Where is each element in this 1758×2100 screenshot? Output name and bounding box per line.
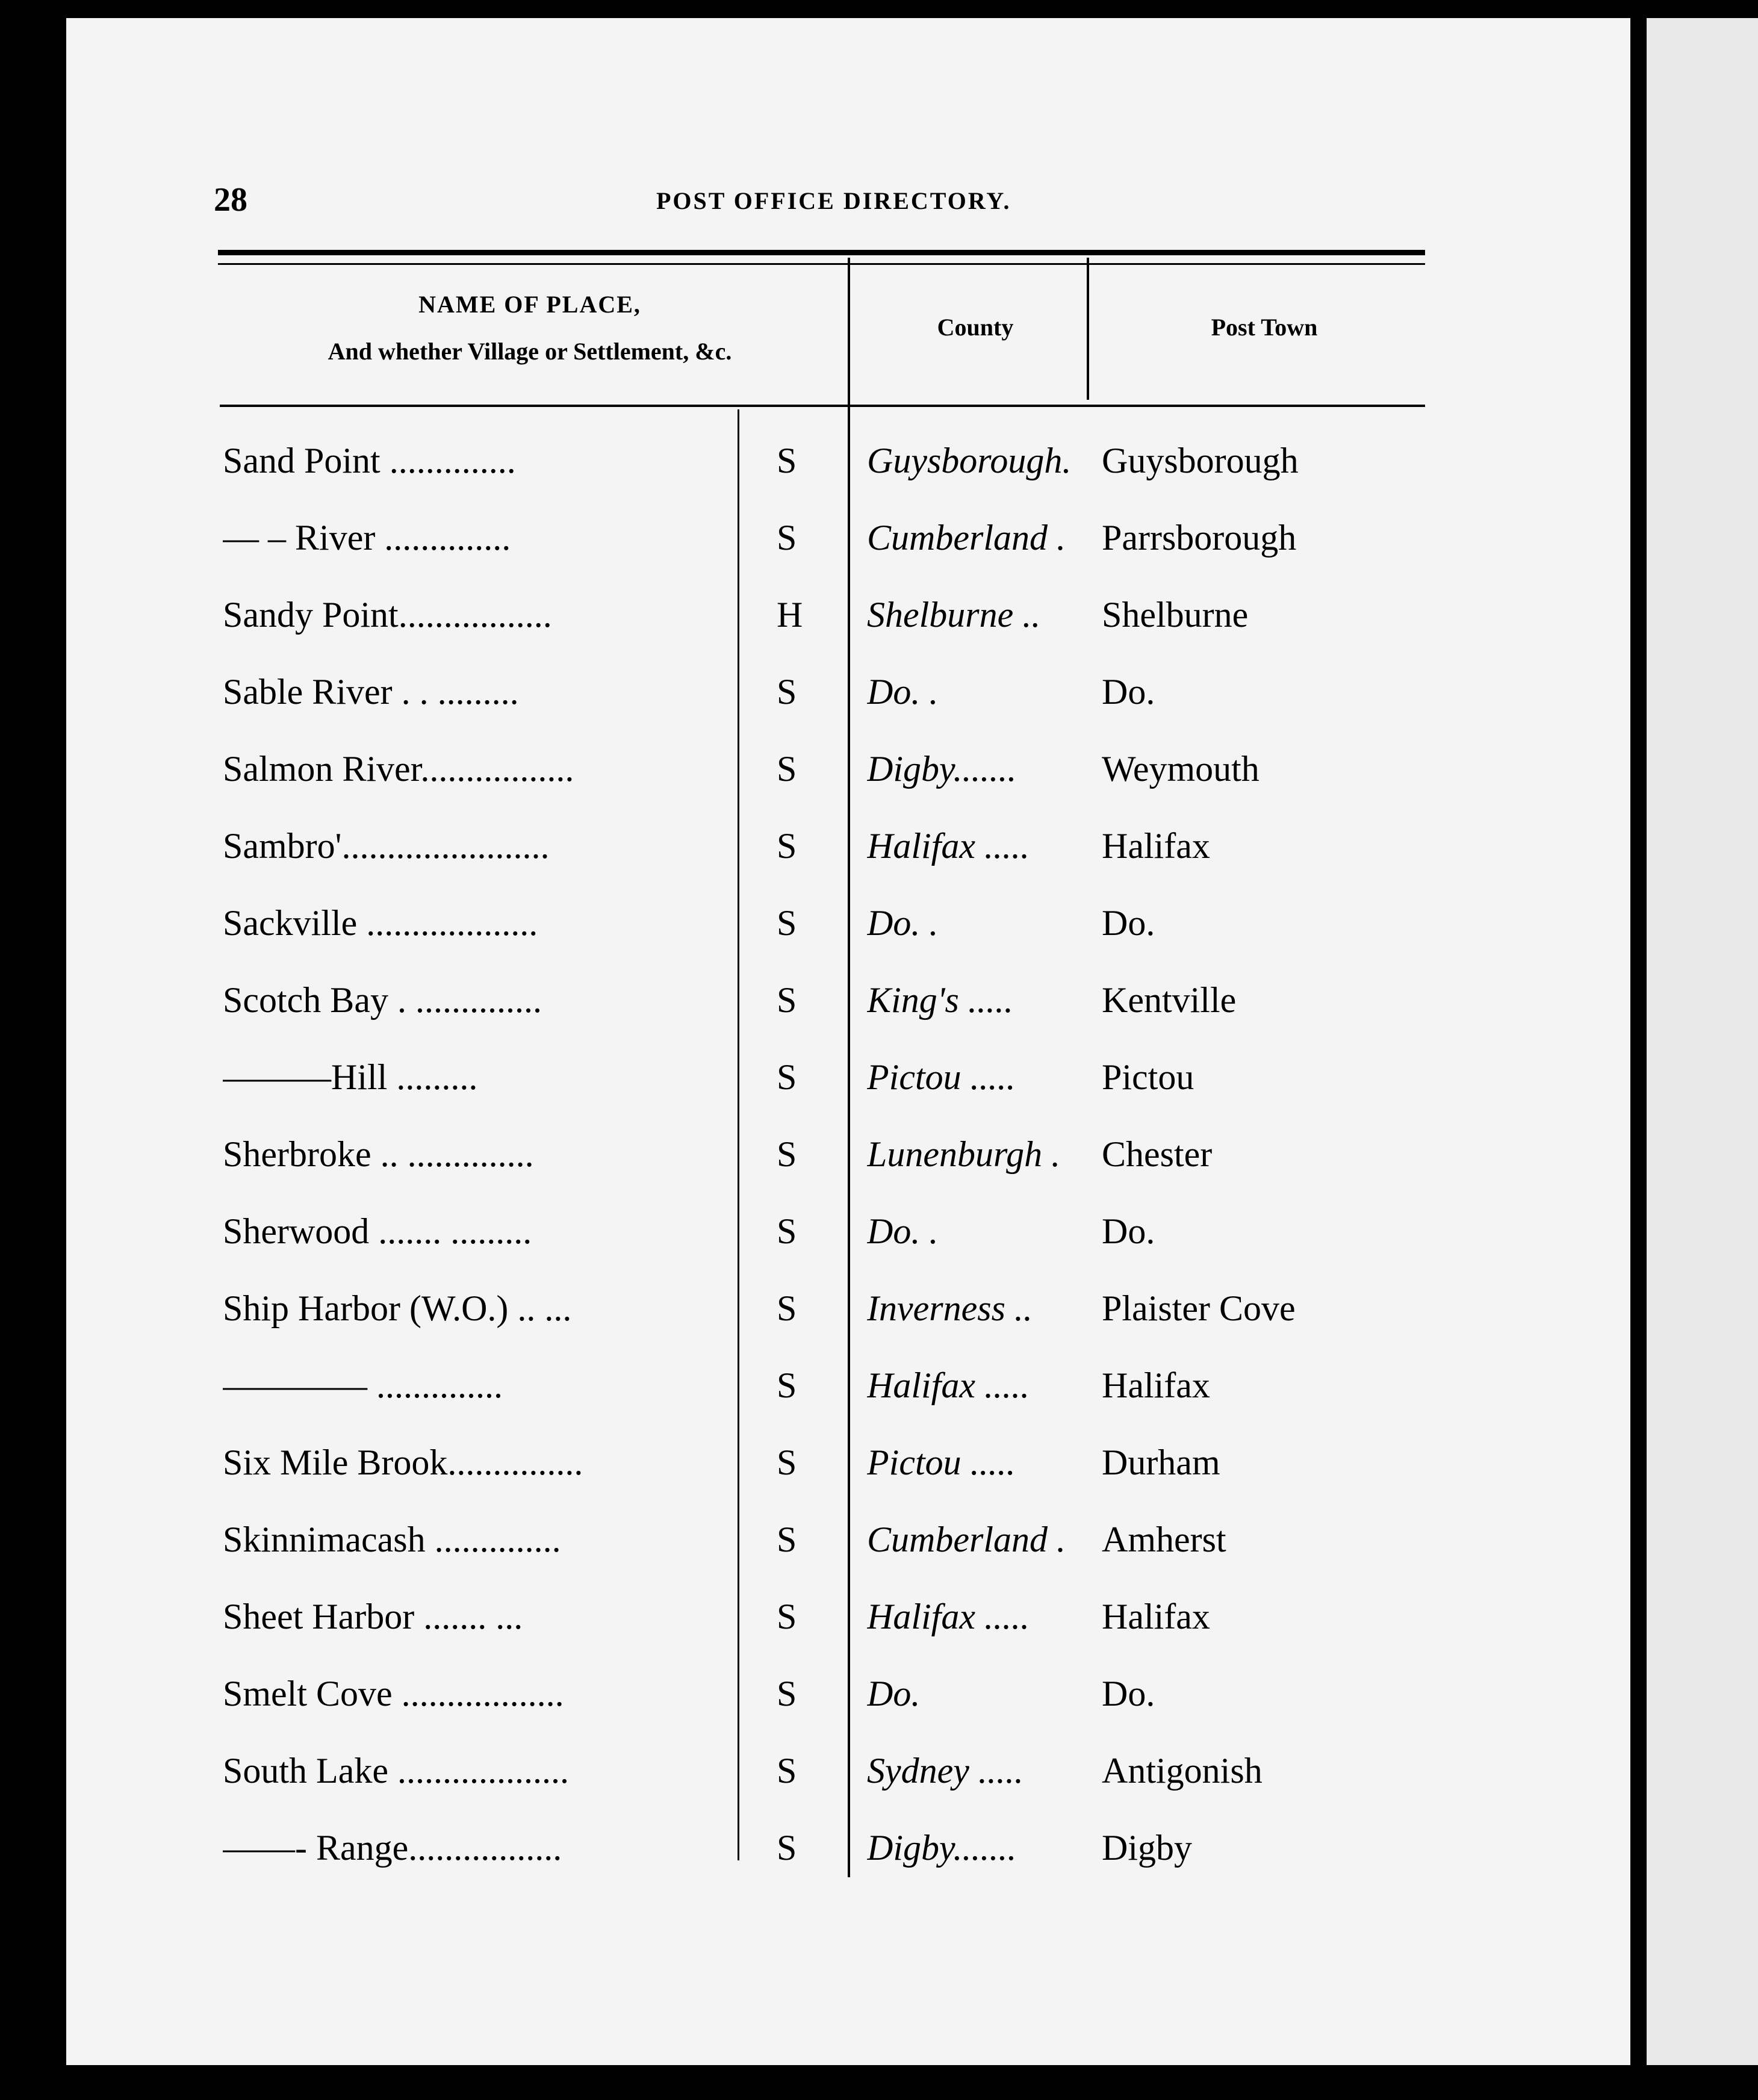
directory-row xyxy=(0,973,1564,1033)
place-type: S xyxy=(777,1057,797,1097)
place-name: Sherwood ....... ......... xyxy=(223,1211,532,1251)
place-type: S xyxy=(777,903,797,943)
place-type: S xyxy=(777,749,797,789)
county-name: Shelburne .. xyxy=(867,595,1041,635)
county-name: Halifax ..... xyxy=(867,1597,1030,1636)
place-name: Sandy Point................. xyxy=(223,595,552,635)
directory-row xyxy=(0,896,1564,956)
post-town-name: Do. xyxy=(1102,903,1155,943)
directory-row xyxy=(0,511,1564,571)
place-name: Sheet Harbor ....... ... xyxy=(223,1597,523,1636)
county-name: Do. xyxy=(867,1674,921,1713)
place-type: S xyxy=(777,1134,797,1174)
post-town-name: Halifax xyxy=(1102,1365,1210,1405)
post-town-name: Parrsborough xyxy=(1102,518,1297,558)
county-name: Halifax ..... xyxy=(867,1365,1030,1405)
place-type: S xyxy=(777,1597,797,1636)
place-type: S xyxy=(777,518,797,558)
county-name: Cumberland . xyxy=(867,518,1066,558)
directory-row xyxy=(0,665,1564,725)
column-header-county: County xyxy=(937,314,1014,341)
place-name: ——- Range................. xyxy=(223,1828,562,1868)
county-name: Pictou ..... xyxy=(867,1057,1016,1097)
directory-row xyxy=(0,1358,1564,1418)
page-number: 28 xyxy=(214,181,247,219)
post-town-name: Pictou xyxy=(1102,1057,1194,1097)
post-town-name: Kentville xyxy=(1102,980,1237,1020)
place-type: S xyxy=(777,672,797,712)
post-town-name: Shelburne xyxy=(1102,595,1249,635)
place-name: — – River .............. xyxy=(223,518,511,558)
directory-row xyxy=(0,433,1564,494)
place-name: Sable River . . ......... xyxy=(223,672,519,712)
county-name: Sydney ..... xyxy=(867,1751,1023,1791)
place-name: ———Hill ......... xyxy=(223,1057,478,1097)
county-name: Halifax ..... xyxy=(867,826,1030,866)
post-town-name: Chester xyxy=(1102,1134,1213,1174)
county-name: Pictou ..... xyxy=(867,1443,1016,1482)
county-name: Cumberland . xyxy=(867,1520,1066,1559)
running-title: POST OFFICE DIRECTORY. xyxy=(656,187,1011,214)
directory-row xyxy=(0,1589,1564,1650)
header-rule-thick xyxy=(218,250,1425,255)
post-town-name: Do. xyxy=(1102,1211,1155,1251)
directory-row xyxy=(0,1204,1564,1264)
place-type: S xyxy=(777,1520,797,1559)
place-type: S xyxy=(777,1365,797,1405)
county-name: Digby....... xyxy=(867,1828,1017,1868)
county-name: Lunenburgh . xyxy=(867,1134,1061,1174)
column-header-place-subtitle: And whether Village or Settlement, &c. xyxy=(328,338,732,365)
post-town-name: Halifax xyxy=(1102,1597,1210,1636)
place-name: Sackville ................... xyxy=(223,903,538,943)
place-name: South Lake ................... xyxy=(223,1751,569,1791)
directory-row xyxy=(0,819,1564,879)
directory-row xyxy=(0,588,1564,648)
place-type: S xyxy=(777,980,797,1020)
place-type: S xyxy=(777,441,797,480)
page-gutter xyxy=(1630,0,1647,2100)
place-name: Sand Point .............. xyxy=(223,441,516,480)
county-name: Do. . xyxy=(867,1211,939,1251)
post-town-name: Durham xyxy=(1102,1443,1220,1482)
place-name: Sherbroke .. .............. xyxy=(223,1134,534,1174)
place-type: S xyxy=(777,1751,797,1791)
place-type: H xyxy=(777,595,803,635)
place-type: S xyxy=(777,1828,797,1868)
directory-row xyxy=(0,1512,1564,1573)
post-town-name: Halifax xyxy=(1102,826,1210,866)
county-name: Guysborough. xyxy=(867,441,1072,480)
directory-row xyxy=(0,1127,1564,1187)
county-name: Do. . xyxy=(867,672,939,712)
directory-row xyxy=(0,1050,1564,1110)
place-name: Smelt Cove .................. xyxy=(223,1674,564,1713)
directory-row xyxy=(0,1744,1564,1804)
header-rule-thin xyxy=(218,263,1425,265)
column-header-rule xyxy=(220,405,1425,407)
place-name: Salmon River................. xyxy=(223,749,574,789)
directory-row xyxy=(0,1435,1564,1496)
county-name: Digby....... xyxy=(867,749,1017,789)
place-type: S xyxy=(777,1211,797,1251)
post-town-name: Weymouth xyxy=(1102,749,1259,789)
place-type: S xyxy=(777,826,797,866)
post-town-name: Guysborough xyxy=(1102,441,1299,480)
county-name: Do. . xyxy=(867,903,939,943)
place-name: Scotch Bay . .............. xyxy=(223,980,542,1020)
column-header-place: NAME OF PLACE, xyxy=(418,291,641,318)
post-town-name: Antigonish xyxy=(1102,1751,1263,1791)
column-header-post-town: Post Town xyxy=(1211,314,1318,341)
place-name: ———— .............. xyxy=(223,1365,503,1405)
place-name: Ship Harbor (W.O.) .. ... xyxy=(223,1288,572,1328)
facing-page-edge xyxy=(1647,18,1758,2065)
place-name: Six Mile Brook............... xyxy=(223,1443,583,1482)
post-town-name: Do. xyxy=(1102,672,1155,712)
post-town-name: Digby xyxy=(1102,1828,1192,1868)
post-town-name: Do. xyxy=(1102,1674,1155,1713)
directory-row xyxy=(0,1281,1564,1341)
post-town-name: Amherst xyxy=(1102,1520,1226,1559)
post-town-column-divider xyxy=(1087,258,1089,400)
county-name: King's ..... xyxy=(867,980,1013,1020)
county-name: Inverness .. xyxy=(867,1288,1033,1328)
place-type: S xyxy=(777,1674,797,1713)
directory-row xyxy=(0,742,1564,802)
place-name: Skinnimacash .............. xyxy=(223,1520,561,1559)
directory-row xyxy=(0,1821,1564,1881)
post-town-name: Plaister Cove xyxy=(1102,1288,1296,1328)
directory-row xyxy=(0,1667,1564,1727)
place-name: Sambro'....................... xyxy=(223,826,550,866)
place-type: S xyxy=(777,1288,797,1328)
place-type: S xyxy=(777,1443,797,1482)
